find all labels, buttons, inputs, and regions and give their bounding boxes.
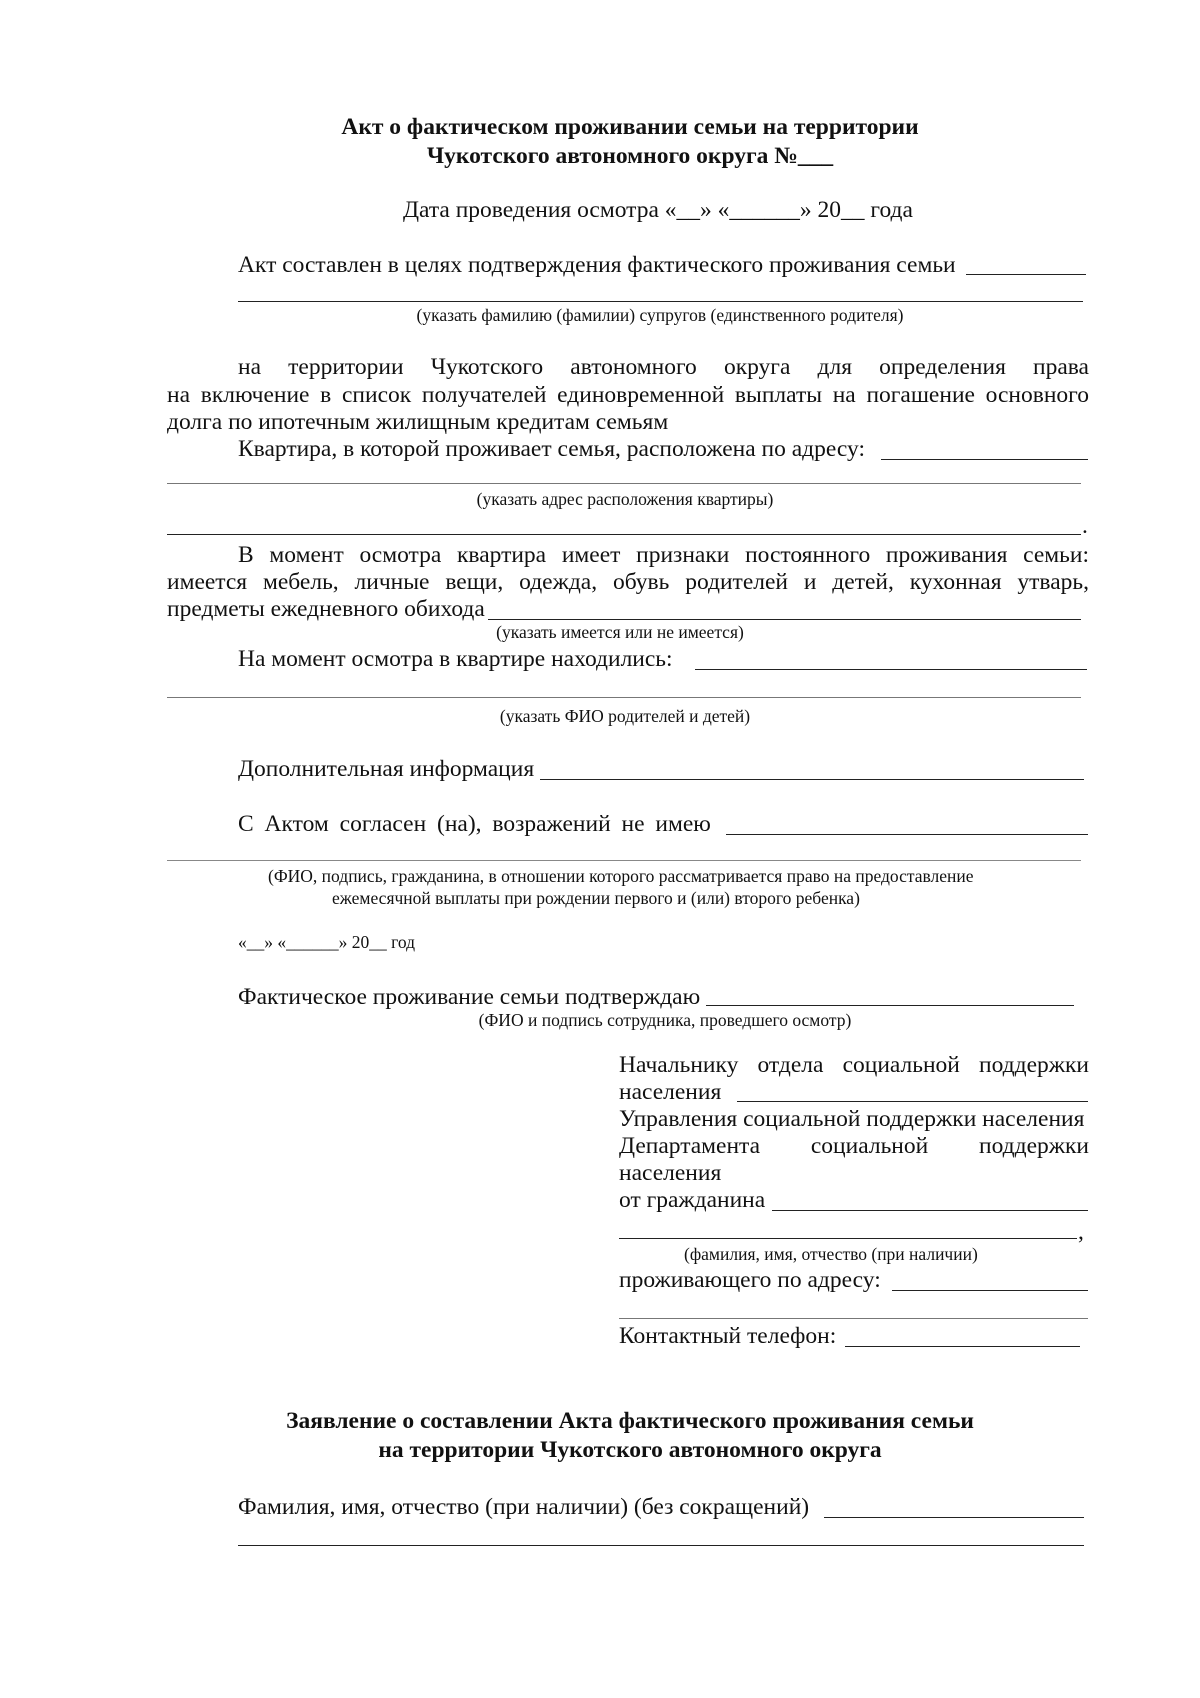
date-small: «__» «______» 20__ год (238, 932, 416, 952)
present-hint: (указать ФИО родителей и детей) (499, 706, 751, 726)
address-field[interactable] (881, 459, 1088, 460)
word: определения (879, 354, 1006, 380)
present-label: На момент осмотра в квартире находились: (238, 646, 673, 672)
para1-line1 (238, 353, 1089, 381)
spouse-name-field[interactable] (238, 301, 1083, 302)
word: автономного (570, 354, 697, 380)
word: права (1033, 354, 1089, 380)
agree-hint-line1: (ФИО, подпись, гражданина, в отношении которого рассматривается право на предоставление (268, 866, 974, 886)
addressee-line4: Департамента социальной поддержки (619, 1133, 1089, 1159)
items-hint: (указать имеется или не имеется) (496, 622, 744, 642)
items-field[interactable] (488, 619, 1081, 620)
present-field[interactable] (695, 669, 1087, 670)
word: территории (288, 354, 404, 380)
word: на (238, 354, 262, 380)
para1-line2: на включение в список получателей единовременной выплаты на погашение основного (167, 382, 1089, 408)
agree-label: С Актом согласен (на), возражений не имею (238, 811, 711, 837)
comma: , (1078, 1219, 1084, 1245)
addressee-line3: Управления социальной поддержки населения (619, 1106, 1085, 1132)
address-hint: (указать адрес расположения квартиры) (476, 489, 774, 509)
from-name-field-line2[interactable] (619, 1238, 1077, 1239)
from-name-field[interactable] (772, 1210, 1088, 1211)
residing-label: проживающего по адресу: (619, 1267, 881, 1293)
fio-field[interactable] (824, 1517, 1084, 1518)
purpose-label: Акт составлен в целях подтверждения фактического проживания семьи (238, 252, 956, 278)
word: Чукотского (430, 354, 544, 380)
application-title-line2: на территории Чукотского автономного округа (378, 1437, 882, 1463)
confirm-label: Фактическое проживание семьи подтверждаю (238, 984, 701, 1010)
additional-field[interactable] (540, 779, 1084, 780)
act-title-line1: Акт о фактическом проживании семьи на территории (341, 114, 919, 140)
address-field-line2[interactable] (167, 483, 1081, 484)
agree-hint-line2: ежемесячной выплаты при рождении первого и (или) второго ребенка) (332, 888, 860, 908)
fio-field-line2[interactable] (238, 1545, 1084, 1546)
phone-label: Контактный телефон: (619, 1323, 837, 1349)
spouse-hint: (указать фамилию (фамилии) супругов (единственного родителя) (416, 305, 904, 325)
fio-label: Фамилия, имя, отчество (при наличии) (без сокращений) (238, 1494, 810, 1520)
inspection-date: Дата проведения осмотра «__» «______» 20__ года (403, 197, 913, 223)
family-name-field[interactable] (966, 274, 1086, 275)
para2-line2: имеется мебель, личные вещи, одежда, обувь родителей и детей, кухонная утварь, (167, 569, 1089, 595)
additional-label: Дополнительная информация (238, 756, 535, 782)
residing-field[interactable] (892, 1290, 1088, 1291)
para2-line1: В момент осмотра квартира имеет признаки постоянного проживания семьи: (238, 542, 1089, 568)
address-label: Квартира, в которой проживает семья, расположена по адресу: (238, 436, 865, 462)
present-field-line2[interactable] (167, 697, 1081, 698)
application-title-line1: Заявление о составлении Акта фактического проживания семьи (286, 1408, 974, 1434)
addressee-line2: населения (619, 1079, 722, 1105)
word: округа (723, 354, 791, 380)
para2-line3: предметы ежедневного обихода (167, 596, 485, 622)
agree-signature-field[interactable] (726, 834, 1088, 835)
phone-field[interactable] (845, 1346, 1080, 1347)
addressee-line1: Начальнику отдела социальной поддержки (619, 1052, 1089, 1078)
confirm-signature-field[interactable] (706, 1005, 1074, 1006)
confirm-hint: (ФИО и подпись сотрудника, проведшего осмотр) (478, 1010, 852, 1030)
para1-line3: долга по ипотечным жилищным кредитам семьям (167, 409, 669, 435)
agree-signature-line2[interactable] (167, 860, 1081, 861)
name-hint: (фамилия, имя, отчество (при наличии) (684, 1244, 978, 1264)
addressee-line5: населения (619, 1160, 722, 1186)
address-period: . (1082, 513, 1088, 539)
word: для (817, 354, 853, 380)
address-field-line3[interactable] (167, 534, 1081, 535)
addressee-name-field[interactable] (737, 1101, 1088, 1102)
act-title-line2: Чукотского автономного округа №___ (426, 143, 834, 169)
from-label: от гражданина (619, 1187, 766, 1213)
residing-field-line2[interactable] (619, 1318, 1088, 1319)
